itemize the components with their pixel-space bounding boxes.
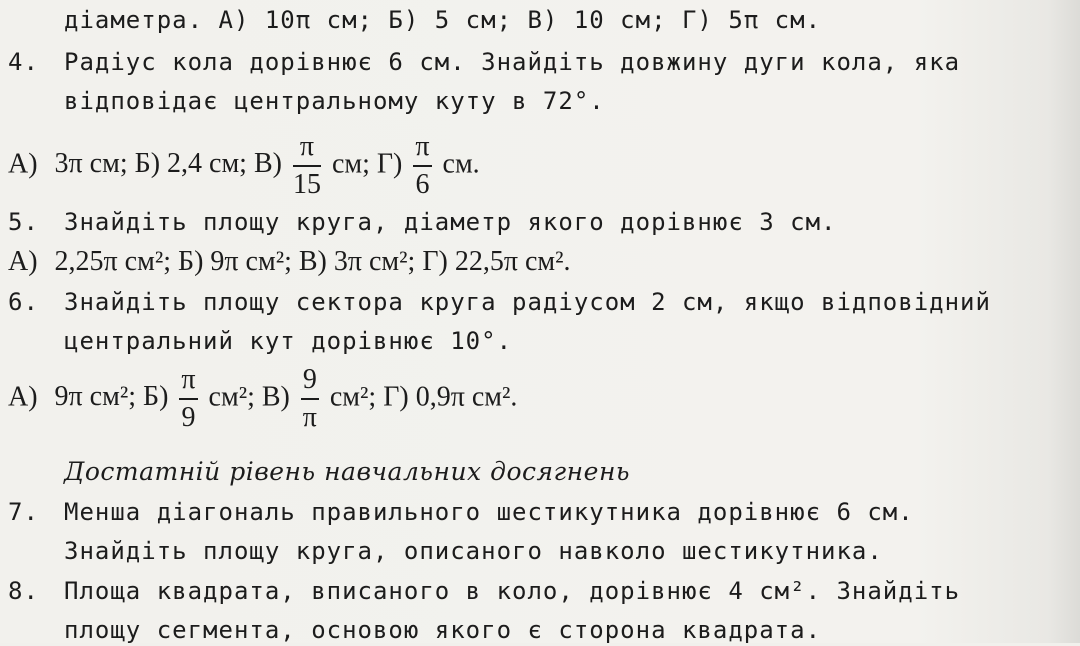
q6-frac2-denominator: π: [302, 402, 317, 433]
q6-fraction-2: [301, 366, 319, 432]
q6-answers: [8, 364, 518, 433]
q4-answer-part3: см.: [442, 148, 480, 180]
q8-number: 8.: [8, 577, 39, 605]
q4-fraction-2: [413, 133, 431, 199]
q4-frac2-denominator: 6: [415, 169, 430, 200]
q4-answers: [8, 131, 480, 200]
q6-frac1-numerator: π: [179, 366, 197, 400]
q7-line2: Знайдіть площу круга, описаного навколо шестикутника.: [64, 537, 883, 565]
q4-answer-part2: см; Г): [331, 148, 403, 180]
q7-number: 7.: [8, 498, 39, 526]
q3-continued-text: діаметра. А) 10π см; Б) 5 см; В) 10 см; Г) 5π см.: [64, 6, 822, 34]
q5-number: 5.: [8, 208, 39, 236]
q6-answer-part1: 9π см²; Б): [54, 381, 169, 413]
q8-line2: площу сегмента, основою якого є сторона квадрата.: [64, 616, 822, 644]
q4-line2: відповідає центральному куту в 72°.: [64, 87, 605, 115]
q6-fraction-1: [179, 366, 197, 432]
q6-answer-part3: см²; Г) 0,9π см².: [329, 381, 518, 413]
q5-answer-prefix: А): [8, 246, 38, 277]
q4-line1: Радіус кола дорівнює 6 см. Знайдіть довжину дуги кола, яка: [64, 48, 961, 76]
q4-answer-prefix: А): [8, 148, 38, 180]
q6-answer-prefix: А): [8, 381, 38, 413]
q4-frac1-numerator: π: [293, 133, 321, 167]
q4-answer-part1: 3π см; Б) 2,4 см; В): [54, 148, 282, 180]
q6-frac2-numerator: 9: [301, 366, 319, 400]
q4-frac1-denominator: 15: [292, 169, 321, 200]
q5-answer-text: 2,25π см²; Б) 9π см²; В) 3π см²; Г) 22,5π см².: [54, 246, 571, 277]
q5-line1: Знайдіть площу круга, діаметр якого дорівнює 3 см.: [64, 208, 837, 236]
q4-frac2-numerator: π: [413, 133, 431, 167]
q5-answers: [8, 246, 571, 278]
q3-continued-line: [64, 4, 821, 36]
q6-answer-part2: см²; В): [208, 381, 290, 413]
q6-frac1-denominator: 9: [181, 402, 196, 433]
section-heading: Достатній рівень навчальних досягнень: [64, 457, 631, 486]
q4-fraction-1: [293, 133, 321, 199]
q6-number: 6.: [8, 288, 39, 316]
q6-line2: центральний кут дорівнює 10°.: [64, 327, 513, 355]
q6-line1: Знайдіть площу сектора круга радіусом 2 см, якщо відповідний: [64, 288, 991, 316]
q7-line1: Менша діагональ правильного шестикутника дорівнює 6 см.: [64, 498, 914, 526]
q4-number: 4.: [8, 48, 39, 76]
q8-line1: Площа квадрата, вписаного в коло, дорівнює 4 см². Знайдіть: [64, 577, 961, 605]
